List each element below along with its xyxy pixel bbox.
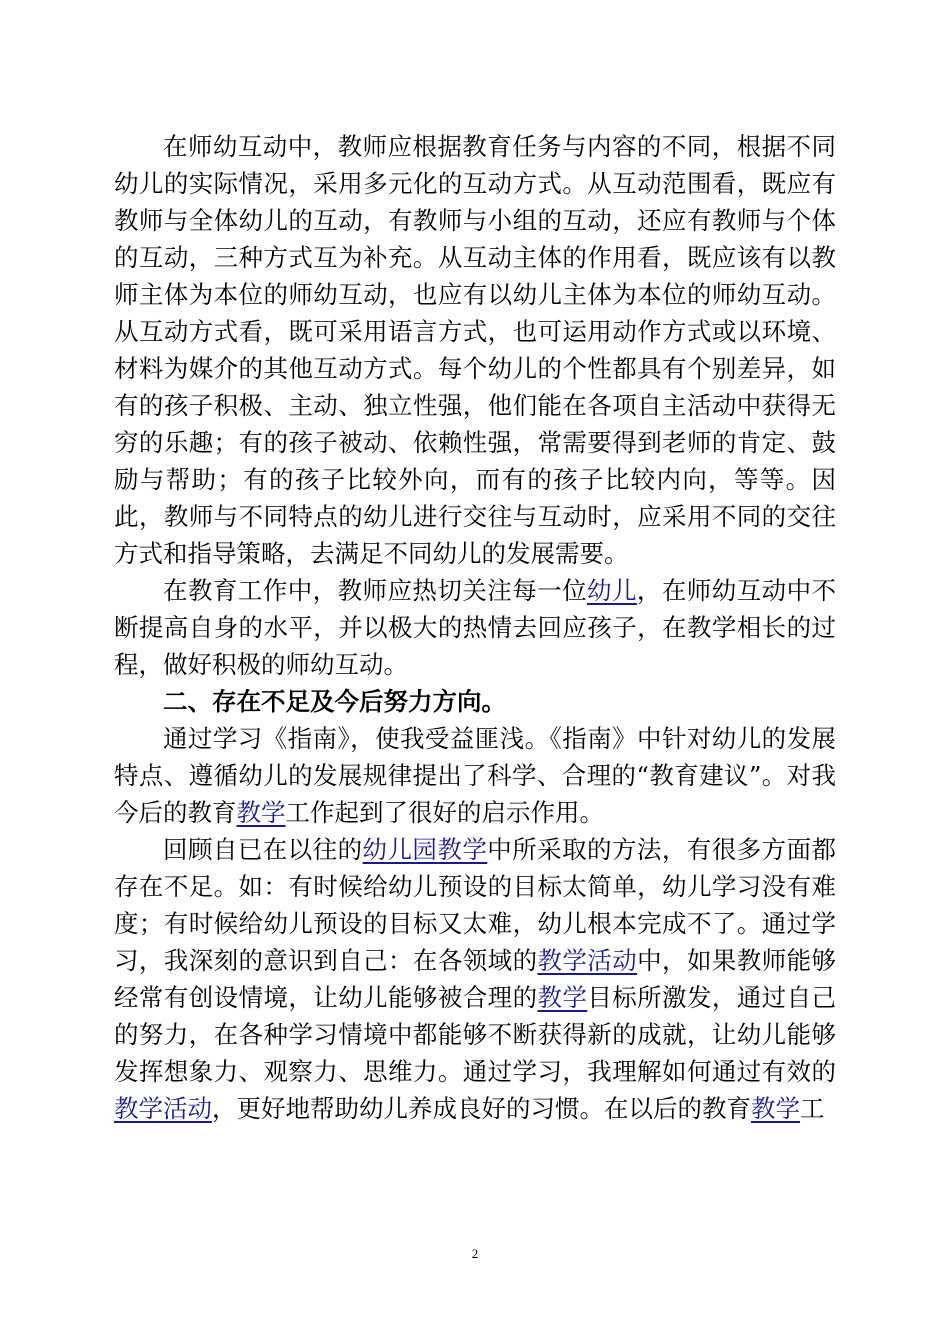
paragraph: [114, 831, 836, 1127]
text-segment: 中所采取的方法，有很多方面都存在不足。如：有时候给幼儿预设的目标太简单，幼儿学习没有难度；有时候给幼儿预设的目标又太难，幼儿根本完成不了。通过学习，我深刻的意识到自己：在各领域的: [114, 835, 837, 975]
hyperlink-jiao-xue-huo-dong[interactable]: 教学活动: [537, 946, 638, 975]
text-segment: 在师幼互动中，教师应根据教育任务与内容的不同，根据不同幼儿的实际情况，采用多元化的互动方式。从互动范围看，既应有教师与全体幼儿的互动，有教师与小组的互动，还应有教师与个体的互动，三种方式互为补充。从互动主体的作用看，既应该有以教师主体为本位的师幼互动，也应有以幼儿主体为本位的师幼互动。从互动方式看，既可采用语言方式，也可运用动作方式或以环境、材料为媒介的其他互动方式。每个幼儿的个性都具有个别差异，如有的孩子积极、主动、独立性强，他们能在各项自主活动中获得无穷的乐趣；有的孩子被动、依赖性强，常需要得到老师的肯定、鼓励与帮助；有的孩子比较外向，而有的孩子比较内向，等等。因此，教师与不同特点的幼儿进行交往与互动时，应采用不同的交往方式和指导策略，去满足不同幼儿的发展需要。: [114, 132, 836, 568]
document-body: [114, 128, 836, 1127]
section-heading: [114, 683, 836, 720]
hyperlink-jiao-xue[interactable]: 教学: [236, 798, 286, 827]
section-heading-text: 二、存在不足及今后努力方向。: [163, 687, 506, 716]
hyperlink-jiao-xue[interactable]: 教学: [751, 1094, 800, 1123]
hyperlink-jiao-xue[interactable]: 教学: [537, 983, 588, 1012]
text-segment: ，在师幼互动中不断提高自身的水平，并以极大的热情去回应孩子，在教学相长的过程，做好积极的师幼互动。: [114, 576, 837, 679]
hyperlink-jiao-xue-huo-dong[interactable]: 教学活动: [114, 1094, 212, 1123]
hyperlink-you-er-yuan-jiao-xue[interactable]: 幼儿园教学: [362, 835, 488, 864]
text-segment: 工作起到了很好的启示作用。: [285, 798, 604, 827]
text-segment: 回顾自已在以往的: [163, 835, 363, 864]
text-segment: 目标所激发，通过自己的努力，在各种学习情境中都能够不断获得新的成就，让幼儿能够发挥想象力、观察力、思维力。通过学习，我理解如何通过有效的: [114, 983, 837, 1086]
text-segment: 中，如果教师能够经常有创设情境，让幼儿能够被合理的: [114, 946, 837, 1012]
paragraph: [114, 572, 836, 683]
text-segment: ，更好地帮助幼儿养成良好的习惯。在以后的教育: [212, 1094, 751, 1123]
hyperlink-you-er[interactable]: 幼儿: [587, 576, 637, 605]
text-segment: 通过学习《指南》，使我受益匪浅。《指南》中针对幼儿的发展特点、遵循幼儿的发展规律提出了科学、合理的“教育建议”。对我今后的教育: [114, 724, 836, 827]
text-segment: 在教育工作中，教师应热切关注每一位: [163, 576, 588, 605]
paragraph: [114, 720, 836, 831]
text-segment: 工: [800, 1094, 825, 1123]
page-number: 2: [471, 1246, 479, 1261]
paragraph: [114, 128, 836, 572]
